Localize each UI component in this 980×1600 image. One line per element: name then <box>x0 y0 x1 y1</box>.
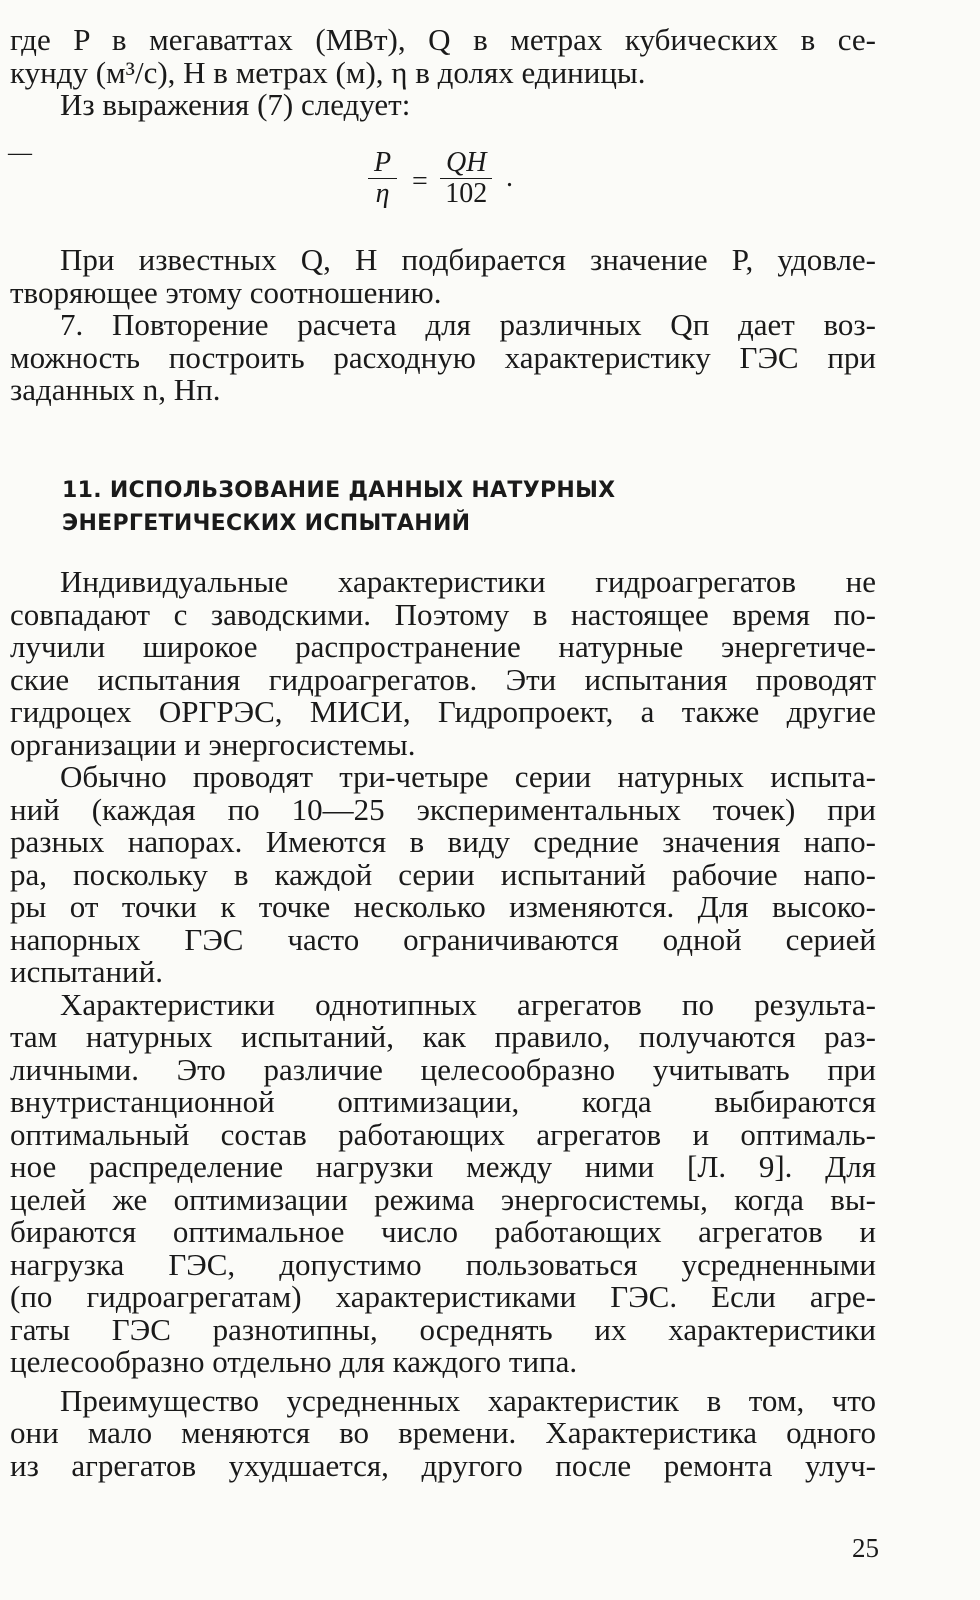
text-line: напорных ГЭС часто ограничиваются одной серией <box>10 921 876 957</box>
text-line: Обычно проводят три-четыре серии натурных испыта- <box>60 759 876 794</box>
formula-equals: = <box>412 166 428 197</box>
text-line: кунду (м³/с), H в метрах (м), η в долях единицы. <box>10 54 646 90</box>
paragraph <box>10 566 876 761</box>
text-line: оптимальный состав работающих агрегатов и оптималь- <box>10 1116 876 1152</box>
text-line: организации и энергосистемы. <box>10 726 416 762</box>
text-line: нагрузка ГЭС, допустимо пользоваться усредненными <box>10 1246 876 1282</box>
section-heading <box>62 474 615 540</box>
text-line: бираются оптимальное число работающих агрегатов и <box>10 1214 876 1249</box>
text-line: гаты ГЭС разнотипны, осреднять их характеристики <box>10 1311 876 1347</box>
formula-rhs-fraction <box>440 148 492 209</box>
text-line: Преимущество усредненных характеристик в том, что <box>60 1382 876 1418</box>
formula-lhs-denominator: η <box>375 178 390 209</box>
formula-rhs-denominator: 102 <box>445 178 488 209</box>
text-line: целей же оптимизации режима энергосистемы, когда вы- <box>10 1181 876 1217</box>
text-line: там натурных испытаний, как правило, получаются раз- <box>10 1019 876 1054</box>
text-line: ное распределение нагрузки между ними [Л. 9]. Для <box>10 1149 876 1184</box>
text-line: испытаний. <box>10 954 163 989</box>
section-heading-line: ЭНЕРГЕТИЧЕСКИХ ИСПЫТАНИЙ <box>62 511 471 536</box>
text-line: совпадают с заводскими. Поэтому в настоящее время по- <box>10 596 876 632</box>
text-line: где P в мегаваттах (МВт), Q в метрах кубических в се- <box>10 22 876 57</box>
text-line: ний (каждая по 10—25 экспериментальных точек) при <box>10 791 876 827</box>
text-line: Индивидуальные характеристики гидроагрегатов не <box>60 564 876 599</box>
text-line: 7. Повторение расчета для различных Qᴨ дает воз- <box>60 307 876 342</box>
formula-lhs-numerator: P <box>368 148 397 179</box>
body-text <box>10 566 876 1482</box>
section-heading-line: 11. ИСПОЛЬЗОВАНИЕ ДАННЫХ НАТУРНЫХ <box>62 478 616 503</box>
text-line: гидроцех ОРГРЭС, МИСИ, Гидропроект, а также другие <box>10 694 876 729</box>
top-text-block <box>10 24 876 122</box>
margin-mark: — <box>8 140 32 166</box>
text-line: творяющее этому соотношению. <box>10 274 442 310</box>
paragraph <box>10 986 876 1379</box>
paragraph <box>10 1382 876 1483</box>
text-line: заданных n, Hᴨ. <box>10 372 221 407</box>
formula <box>368 148 528 218</box>
paragraph <box>10 761 876 989</box>
text-line: ские испытания гидроагрегатов. Эти испытания проводят <box>10 661 876 697</box>
formula-rhs-numerator: QH <box>440 148 492 179</box>
formula-period: . <box>506 162 513 193</box>
text-line: личными. Это различие целесообразно учитывать при <box>10 1051 876 1087</box>
text-line: можность построить расходную характеристику ГЭС при <box>10 339 876 375</box>
text-line: Характеристики однотипных агрегатов по результа- <box>60 986 876 1022</box>
text-line: Из выражения (7) следует: <box>60 87 411 122</box>
text-line: целесообразно отдельно для каждого типа. <box>10 1344 578 1379</box>
text-line: При известных Q, H подбирается значение P, удовле- <box>60 242 876 277</box>
text-line: (по гидроагрегатам) характеристиками ГЭС. Если агре- <box>10 1279 876 1314</box>
text-line: ры от точки к точке несколько изменяются. Для высоко- <box>10 889 876 924</box>
text-line: лучили широкое распространение натурные энергетиче- <box>10 629 876 664</box>
text-line: из агрегатов ухудшается, другого после ремонта улуч- <box>10 1447 876 1483</box>
formula-lhs-fraction <box>368 148 397 209</box>
middle-text-block <box>10 244 876 407</box>
page-number: 25 <box>852 1533 879 1563</box>
text-line: ра, поскольку в каждой серии испытаний рабочие напо- <box>10 856 876 892</box>
text-line: разных напорах. Имеются в виду средние значения напо- <box>10 824 876 859</box>
text-line: они мало меняются во времени. Характеристика одного <box>10 1415 876 1450</box>
text-line: внутристанционной оптимизации, когда выбираются <box>10 1084 876 1119</box>
